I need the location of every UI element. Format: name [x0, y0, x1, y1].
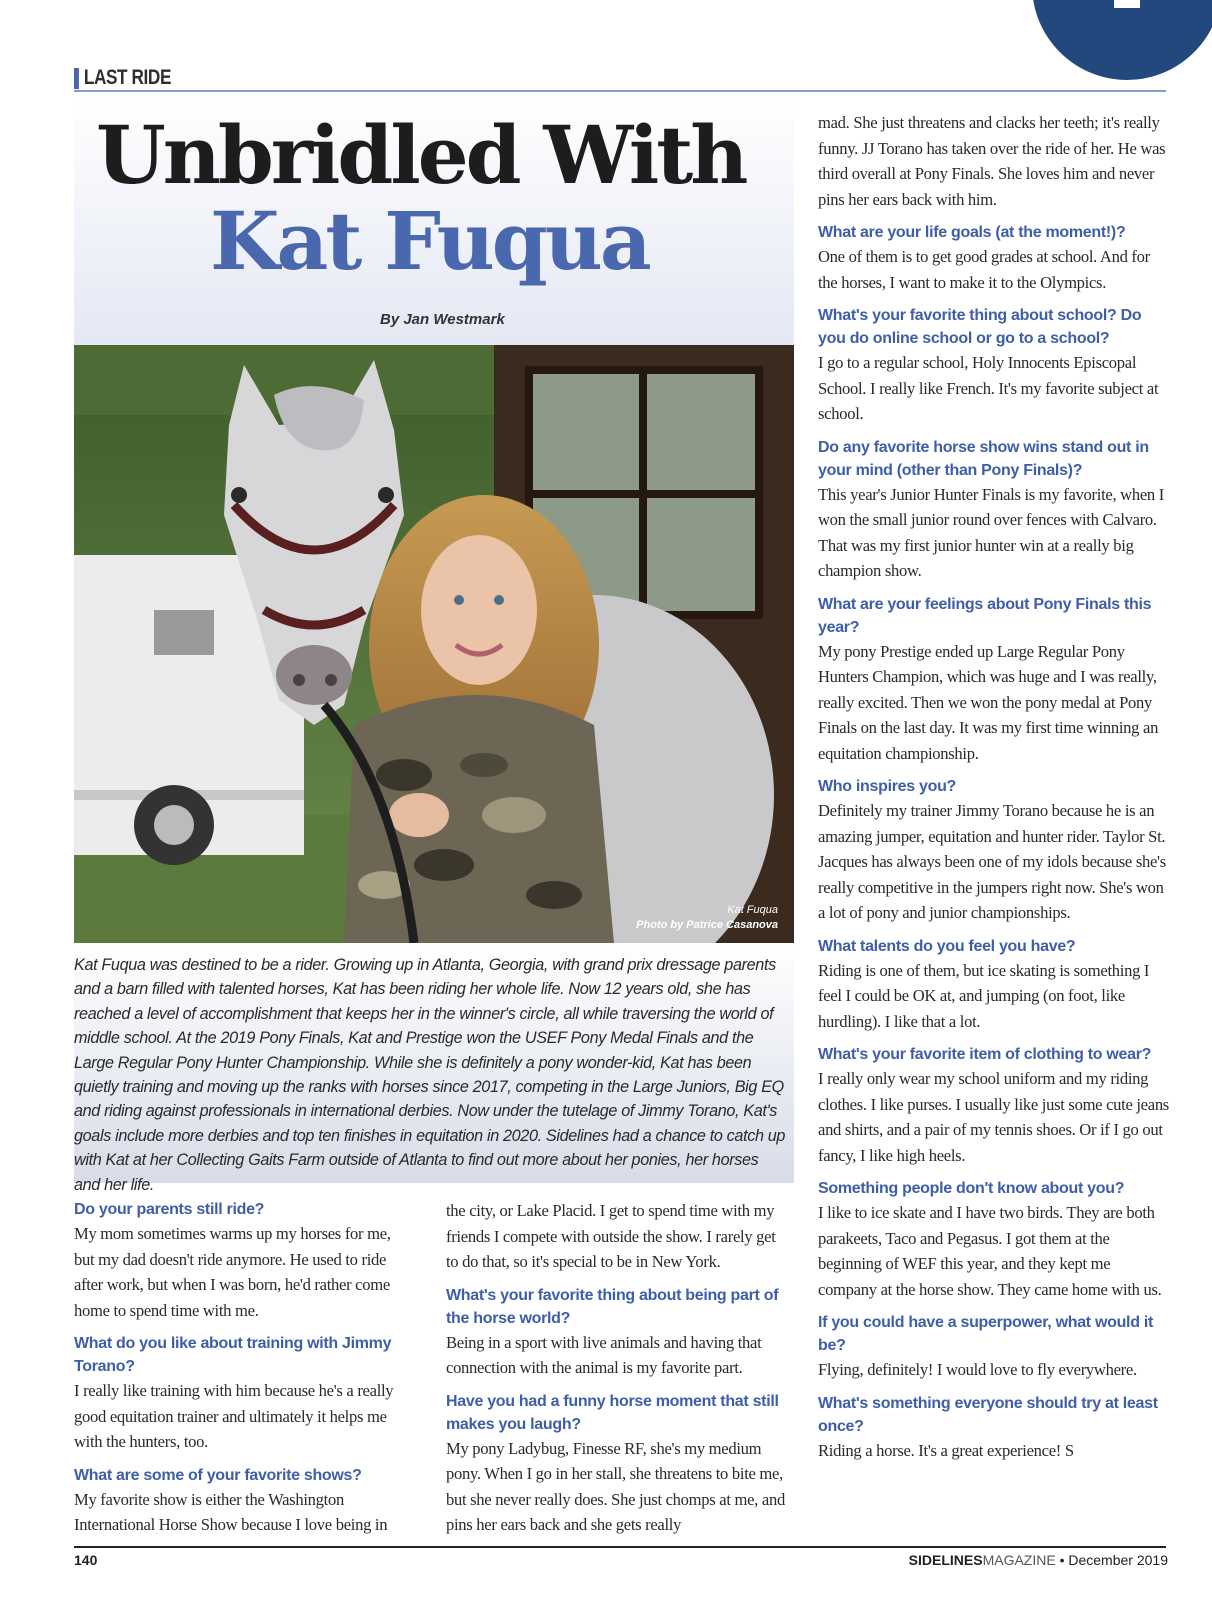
- answer: This year's Junior Hunter Finals is my favorite, when I won the small junior round over fences with Calvaro. That was my first junior hunter win at a really big champion show.: [818, 484, 1164, 580]
- question: If you could have a superpower, what would it be?: [818, 1314, 1153, 1354]
- question: What are your feelings about Pony Finals this year?: [818, 595, 1152, 636]
- hero-photo: [74, 345, 794, 943]
- photo-caption-credit: Photo by Patrice Casanova: [636, 919, 778, 931]
- question: What's your favorite item of clothing to wear?: [818, 1046, 1152, 1063]
- answer: I like to ice skate and I have two birds. They are both parakeets, Taco and Pegasus. I got them at the beginning of WEF this year, and they kept me company at the horse show. They came home with us.: [818, 1203, 1162, 1299]
- corner-mark: [1114, 0, 1140, 8]
- section-label: [74, 66, 171, 90]
- footer-magazine: MAGAZINE: [982, 1552, 1056, 1568]
- answer: My pony Ladybug, Finesse RF, she's my medium pony. When I go in her stall, she threatens to bite me, but she never really does. She just chomps at me, and pins her ears back and she gets really: [446, 1438, 785, 1534]
- column-3: [818, 110, 1170, 1472]
- intro-paragraph: Kat Fuqua was destined to be a rider. Growing up in Atlanta, Georgia, with grand prix dressage parents and a barn filled with talented horses, Kat has been riding her whole life. Now 12 years old, she has reached a level of accomplishment that keeps her in the winner's circle, all while traversing the world of middle school. At the 2019 Pony Finals, Kat and Prestige won the USEF Pony Medal Finals and the Large Regular Pony Hunter Championship. While she is definitely a pony wonder-kid, Kat has been quietly training and moving up the ranks with horses since 2017, competing in the Large Juniors, Big EQ and riding against professionals in international derbies. Now under the tutelage of Jimmy Torano, Kat's goals include more derbies and top ten finishes in equitation in 2020. Sidelines had a chance to catch up with Kat at her Collecting Gaits Farm outside of Atlanta to find out more about her ponies, her horses and her life.: [74, 956, 786, 1194]
- column-1: [74, 1198, 414, 1547]
- top-rule: [74, 90, 1166, 92]
- answer: I go to a regular school, Holy Innocents Episcopal School. I really like French. It's my favorite subject at school.: [818, 353, 1159, 423]
- answer: I really like training with him because he's a really good equitation trainer and ultimately it helps me with the hunters, too.: [74, 1381, 394, 1451]
- footer-masthead: [909, 1552, 1168, 1568]
- question: Do your parents still ride?: [74, 1201, 265, 1218]
- intro-box: [74, 943, 794, 1194]
- question: What do you like about training with Jimmy Torano?: [74, 1335, 392, 1375]
- question: What's something everyone should try at least once?: [818, 1394, 1158, 1435]
- question: What talents do you feel you have?: [818, 937, 1076, 955]
- answer: My pony Prestige ended up Large Regular Pony Hunters Champion, which was huge and I was really, really excited. Then we won the pony medal at Pony Finals on the last day. It was my first time winning an equitation championship.: [818, 641, 1159, 763]
- answer: My mom sometimes warms up my horses for me, but my dad doesn't ride anymore. He used to ride after work, but when I was born, he'd rather come home to spend time with me.: [74, 1224, 391, 1320]
- section-bar: [74, 68, 79, 89]
- question: What's your favorite thing about school? Do you do online school or go to a school?: [818, 307, 1142, 347]
- corner-decoration: [1032, 0, 1212, 80]
- answer: Definitely my trainer Jimmy Torano because he is an amazing jumper, equitation and hunter rider. Taylor St. Jacques has always been one of my idols because she's really competitive in the jumpers right now. She's won a lot of pony and junior championships.: [818, 801, 1166, 922]
- answer-continued: mad. She just threatens and clacks her teeth; it's really funny. JJ Torano has taken over the ride of her. He was third overall at Pony Finals. She loves him and never pins her ears back with him.: [818, 113, 1166, 209]
- photo-illustration: [74, 345, 794, 943]
- column-2: [446, 1198, 791, 1547]
- title-line-2: Kat Fuqua: [210, 194, 649, 288]
- answer: I really only wear my school uniform and my riding clothes. I like purses. I usually like just some cute jeans and shirts, and a pair of my tennis shoes. Or if I go out fancy, I like high heels.: [818, 1069, 1169, 1165]
- answer: My favorite show is either the Washington International Horse Show because I love being in: [74, 1489, 388, 1534]
- question: Who inspires you?: [818, 778, 957, 795]
- bottom-rule: [74, 1546, 1166, 1548]
- footer-separator: •: [1055, 1552, 1069, 1568]
- answer: Riding is one of them, but ice skating is something I feel I could be OK at, and jumping (on foot, like hurdling). I like that a lot.: [818, 960, 1150, 1031]
- question: What's your favorite thing about being part of the horse world?: [446, 1286, 779, 1327]
- question: Have you had a funny horse moment that still makes you laugh?: [446, 1392, 779, 1433]
- answer: Flying, definitely! I would love to fly everywhere.: [818, 1360, 1137, 1379]
- question: What are your life goals (at the moment!)?: [818, 224, 1126, 241]
- question: Do any favorite horse show wins stand out in your mind (other than Pony Finals)?: [818, 438, 1149, 479]
- answer: One of them is to get good grades at school. And for the horses, I want to make it to the Olympics.: [818, 247, 1150, 292]
- answer: Riding a horse. It's a great experience! S: [818, 1440, 1074, 1460]
- footer-brand: SIDELINES: [908, 1552, 983, 1568]
- photo-caption-name: Kat Fuqua: [727, 904, 778, 916]
- question: What are some of your favorite shows?: [74, 1466, 362, 1484]
- page-number: 140: [74, 1552, 98, 1568]
- byline: By Jan Westmark: [380, 311, 505, 328]
- title-line-1: Unbridled With: [96, 108, 746, 202]
- answer: Being in a sport with live animals and having that connection with the animal is my favorite part.: [446, 1332, 762, 1377]
- question: Something people don't know about you?: [818, 1180, 1125, 1197]
- footer-issue: December 2019: [1068, 1552, 1168, 1568]
- photo-credit: [636, 903, 778, 933]
- section-label-text: LAST RIDE: [83, 66, 172, 89]
- answer-continued: the city, or Lake Placid. I get to spend time with my friends I compete with outside the show. I rarely get to do that, so it's special to be in New York.: [446, 1201, 776, 1271]
